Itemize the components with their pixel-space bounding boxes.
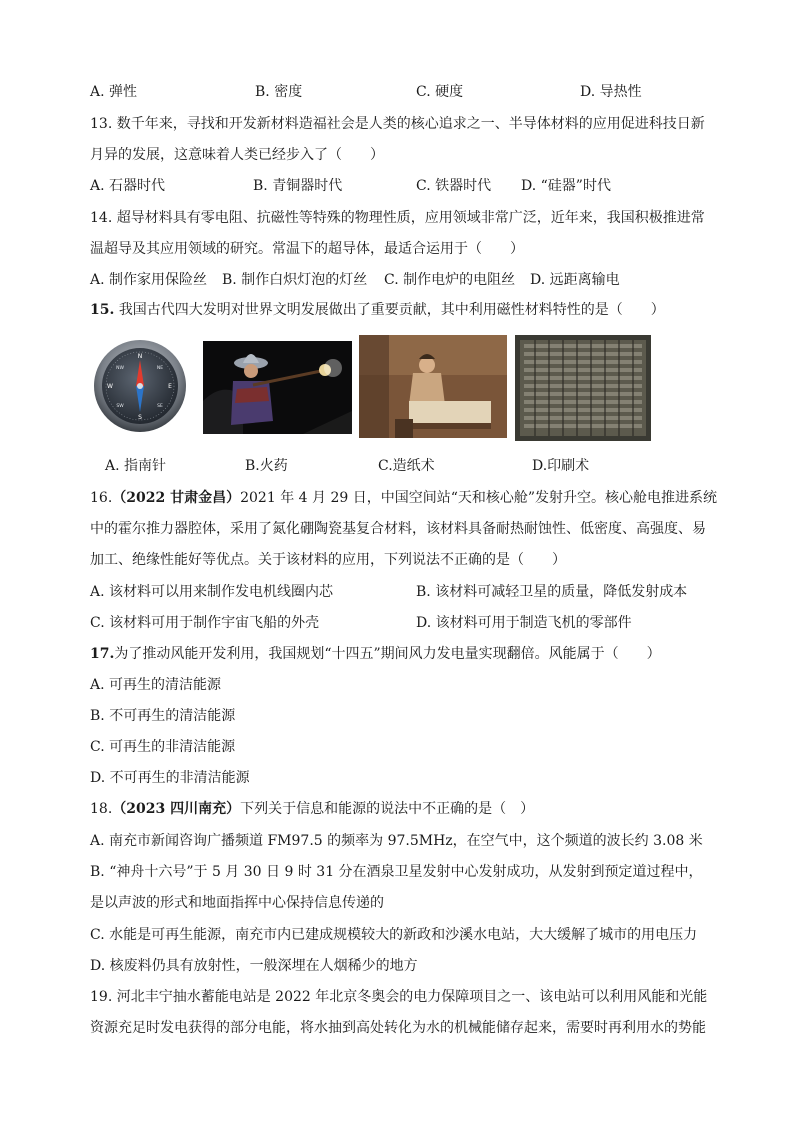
q16-number: 16.: [90, 490, 113, 506]
q16-text-line3: 加工、绝缘性能好等优点。关于该材料的应用，下列说法不正确的是（ ）: [90, 552, 566, 568]
q12-option-d: D. 导热性: [580, 84, 642, 100]
q14-option-d: D. 远距离输电: [530, 272, 620, 288]
q15-option-a: A. 指南针: [105, 458, 167, 474]
q13-option-b: B. 青铜器时代: [253, 178, 343, 194]
q17-text: [90, 644, 661, 664]
q15-stem: 我国古代四大发明对世界文明发展做出了重要贡献，其中利用磁性材料特性的是（ ）: [118, 302, 665, 318]
compass-label-n: N: [137, 353, 143, 360]
q16-text-line2: 中的霍尔推力器腔体，采用了氮化硼陶瓷基复合材料，该材料具备耐热耐蚀性、低密度、高强度、易: [90, 521, 706, 537]
q18-text: [90, 799, 534, 819]
q15-option-d: D.印刷术: [532, 458, 590, 474]
q16-option-a: A. 该材料可以用来制作发电机线圈内芯: [90, 584, 334, 600]
q19-text-line1: 19. 河北丰宁抽水蓄能电站是 2022 年北京冬奥会的电力保障项目之一、该电站可以利用风能和光能: [90, 989, 708, 1005]
compass-label-w: W: [107, 383, 113, 390]
gunpowder-image: [203, 341, 352, 434]
q18-option-d: D. 核废料仍具有放射性，一般深埋在人烟稀少的地方: [90, 958, 418, 974]
q16-option-c: C. 该材料可用于制作宇宙飞船的外壳: [90, 615, 320, 631]
q13-text-line1: 13. 数千年来，寻找和开发新材料造福社会是人类的核心追求之一、半导体材料的应用促进科技日新: [90, 116, 705, 132]
q17-option-b: B. 不可再生的清洁能源: [90, 708, 236, 724]
q15-number: 15.: [90, 302, 115, 318]
q16-option-d: D. 该材料可用于制造飞机的零部件: [416, 615, 632, 631]
movable-type-icon: [515, 335, 651, 441]
q18-source: （2023 四川南充）: [112, 801, 241, 817]
q18-option-b-line1: B. “神舟十六号”于 5 月 30 日 9 时 31 分在酒泉卫星发射中心发射成功，从发射到预定道过程中，: [90, 864, 703, 880]
q12-option-a: A. 弹性: [90, 84, 138, 100]
q17-option-c: C. 可再生的非清洁能源: [90, 739, 236, 755]
q13-option-a: A. 石器时代: [90, 178, 166, 194]
papermaking-image: [359, 335, 507, 438]
q16-option-b: B. 该材料可减轻卫星的质量，降低发射成本: [416, 584, 688, 600]
q14-text-line1: 14. 超导材料具有零电阻、抗磁性等特殊的物理性质，应用领域非常广泛，近年来，我国积极推进常: [90, 210, 705, 226]
q18-number: 18.: [90, 801, 113, 817]
q15-text: [90, 300, 665, 320]
q18-option-a: A. 南充市新闻咨询广播频道 FM97.5 的频率为 97.5MHz，在空气中，这个频道的波长约 3.08 米: [90, 833, 703, 849]
q18-option-b-line2: 是以声波的形式和地面指挥中心保持信息传递的: [90, 895, 384, 911]
q13-text-line2: 月异的发展，这意味着人类已经步入了（ ）: [90, 147, 384, 163]
q17-option-d: D. 不可再生的非清洁能源: [90, 770, 250, 786]
q14-option-b: B. 制作白炽灯泡的灯丝: [222, 272, 368, 288]
q13-option-c: C. 铁器时代: [416, 178, 492, 194]
q16-stem-start: 2021 年 4 月 29 日，中国空间站“天和核心舱”发射升空。核心舱电推进系统: [240, 490, 718, 506]
q14-text-line2: 温超导及其应用领域的研究。常温下的超导体，最适合运用于（ ）: [90, 241, 524, 257]
musketeer-icon: [203, 341, 352, 434]
q16-source: （2022 甘肃金昌）: [112, 490, 241, 506]
q13-option-d: D. “硅器”时代: [521, 178, 611, 194]
compass-label-nw: NW: [116, 366, 124, 371]
q15-option-b: B.火药: [245, 458, 288, 474]
compass-image: [92, 338, 188, 434]
compass-label-sw: SW: [116, 404, 124, 409]
q16-text-line1: [90, 488, 717, 508]
compass-label-se: SE: [157, 404, 163, 409]
compass-icon: [92, 338, 188, 434]
q17-stem: 为了推动风能开发利用，我国规划“十四五”期间风力发电量实现翻倍。风能属于（ ）: [114, 646, 661, 662]
printing-image: [515, 335, 651, 441]
q12-option-b: B. 密度: [255, 84, 303, 100]
q18-option-c: C. 水能是可再生能源，南充市内已建成规模较大的新政和沙溪水电站，大大缓解了城市的用电压力: [90, 927, 698, 943]
q15-option-c: C.造纸术: [378, 458, 435, 474]
q14-option-c: C. 制作电炉的电阻丝: [384, 272, 516, 288]
compass-label-s: S: [138, 414, 142, 421]
compass-label-ne: NE: [156, 366, 164, 371]
compass-label-e: E: [168, 383, 172, 390]
q12-option-c: C. 硬度: [416, 84, 464, 100]
q14-option-a: A. 制作家用保险丝: [90, 272, 208, 288]
papermaker-icon: [359, 335, 507, 438]
q18-stem: 下列关于信息和能源的说法中不正确的是（ ）: [240, 801, 535, 817]
q17-number: 17.: [90, 646, 115, 662]
q17-option-a: A. 可再生的清洁能源: [90, 677, 222, 693]
q19-text-line2: 资源充足时发电获得的部分电能，将水抽到高处转化为水的机械能储存起来，需要时再利用水的势能: [90, 1020, 706, 1036]
